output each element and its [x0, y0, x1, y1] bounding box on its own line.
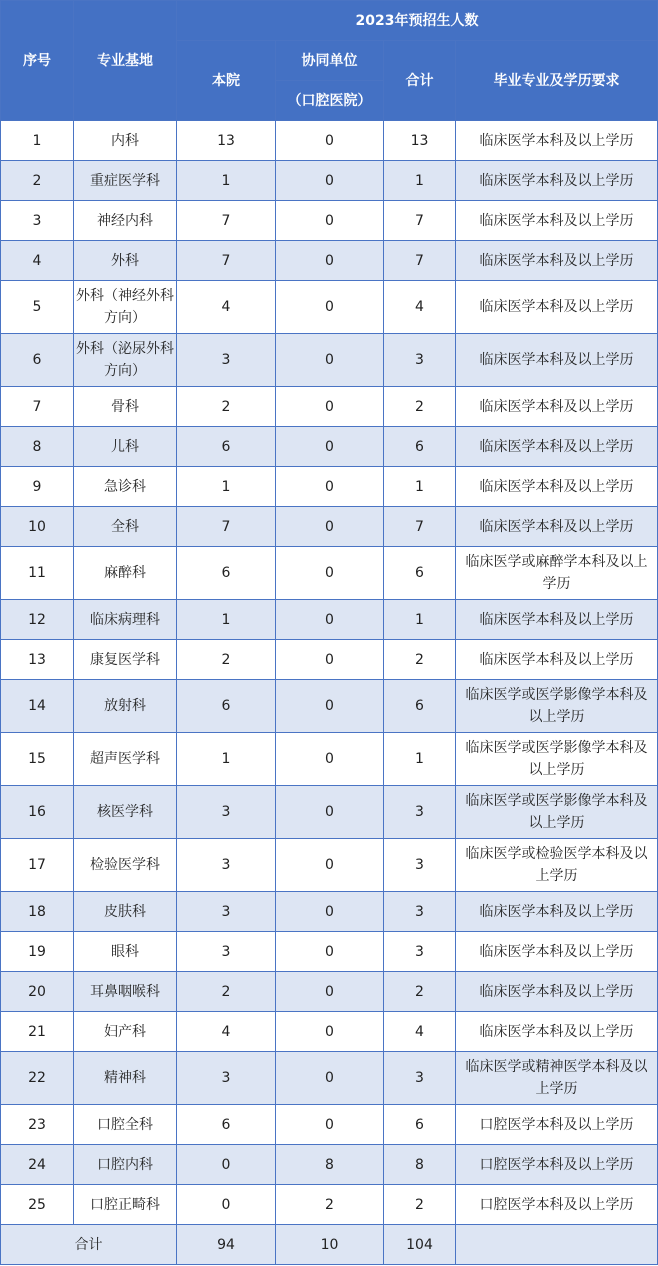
cell-index: 14 [1, 680, 74, 733]
cell-index: 22 [1, 1052, 74, 1105]
cell-base: 外科 [74, 241, 177, 281]
cell-total: 1 [384, 161, 456, 201]
cell-index: 21 [1, 1012, 74, 1052]
cell-own: 7 [177, 507, 276, 547]
cell-partner: 0 [276, 1012, 384, 1052]
cell-own: 6 [177, 547, 276, 600]
cell-own: 2 [177, 640, 276, 680]
cell-base: 外科（神经外科方向） [74, 281, 177, 334]
cell-requirement: 临床医学本科及以上学历 [456, 201, 658, 241]
cell-base: 外科（泌尿外科方向） [74, 334, 177, 387]
cell-partner: 0 [276, 1052, 384, 1105]
table-row [1, 507, 658, 547]
table-row [1, 121, 658, 161]
cell-partner: 0 [276, 600, 384, 640]
cell-own: 2 [177, 387, 276, 427]
cell-total: 3 [384, 1052, 456, 1105]
cell-partner: 0 [276, 786, 384, 839]
cell-partner: 0 [276, 680, 384, 733]
cell-requirement: 临床医学本科及以上学历 [456, 241, 658, 281]
table-body [1, 121, 658, 1225]
cell-index: 7 [1, 387, 74, 427]
cell-partner: 0 [276, 121, 384, 161]
table-row [1, 1012, 658, 1052]
cell-total: 3 [384, 839, 456, 892]
table-row [1, 467, 658, 507]
cell-partner: 0 [276, 161, 384, 201]
cell-base: 放射科 [74, 680, 177, 733]
table-row [1, 161, 658, 201]
header-group-title: 2023年预招生人数 [177, 1, 658, 41]
cell-index: 10 [1, 507, 74, 547]
cell-base: 急诊科 [74, 467, 177, 507]
cell-index: 5 [1, 281, 74, 334]
cell-total: 2 [384, 387, 456, 427]
cell-partner: 0 [276, 839, 384, 892]
cell-index: 6 [1, 334, 74, 387]
table-row [1, 427, 658, 467]
cell-requirement: 临床医学本科及以上学历 [456, 507, 658, 547]
table-row [1, 1145, 658, 1185]
cell-base: 口腔全科 [74, 1105, 177, 1145]
cell-own: 6 [177, 680, 276, 733]
cell-index: 8 [1, 427, 74, 467]
cell-partner: 2 [276, 1185, 384, 1225]
cell-requirement: 临床医学或医学影像学本科及以上学历 [456, 733, 658, 786]
cell-own: 4 [177, 1012, 276, 1052]
table-row [1, 201, 658, 241]
cell-index: 12 [1, 600, 74, 640]
cell-requirement: 临床医学或医学影像学本科及以上学历 [456, 786, 658, 839]
cell-base: 康复医学科 [74, 640, 177, 680]
cell-base: 重症医学科 [74, 161, 177, 201]
cell-total: 1 [384, 600, 456, 640]
cell-requirement: 临床医学本科及以上学历 [456, 600, 658, 640]
cell-base: 儿科 [74, 427, 177, 467]
cell-partner: 0 [276, 467, 384, 507]
table-row [1, 972, 658, 1012]
cell-index: 11 [1, 547, 74, 600]
cell-total: 2 [384, 1185, 456, 1225]
cell-partner: 0 [276, 892, 384, 932]
header-own: 本院 [177, 41, 276, 121]
cell-index: 9 [1, 467, 74, 507]
cell-own: 3 [177, 839, 276, 892]
header-partner-line2: （口腔医院） [276, 81, 384, 121]
header-total: 合计 [384, 41, 456, 121]
cell-requirement: 临床医学本科及以上学历 [456, 1012, 658, 1052]
cell-base: 核医学科 [74, 786, 177, 839]
table-row [1, 640, 658, 680]
cell-partner: 0 [276, 334, 384, 387]
cell-total: 1 [384, 733, 456, 786]
cell-index: 25 [1, 1185, 74, 1225]
cell-base: 口腔正畸科 [74, 1185, 177, 1225]
table-row [1, 334, 658, 387]
table-row [1, 281, 658, 334]
header-index: 序号 [1, 1, 74, 121]
cell-total: 4 [384, 1012, 456, 1052]
cell-base: 超声医学科 [74, 733, 177, 786]
cell-requirement: 临床医学本科及以上学历 [456, 281, 658, 334]
cell-own: 1 [177, 161, 276, 201]
cell-total: 6 [384, 1105, 456, 1145]
cell-total: 3 [384, 932, 456, 972]
cell-own: 1 [177, 600, 276, 640]
cell-total: 2 [384, 640, 456, 680]
cell-partner: 0 [276, 547, 384, 600]
header-requirement: 毕业专业及学历要求 [456, 41, 658, 121]
cell-base: 全科 [74, 507, 177, 547]
cell-partner: 0 [276, 387, 384, 427]
cell-own: 1 [177, 733, 276, 786]
cell-requirement: 临床医学本科及以上学历 [456, 427, 658, 467]
cell-requirement: 口腔医学本科及以上学历 [456, 1145, 658, 1185]
cell-index: 16 [1, 786, 74, 839]
cell-partner: 0 [276, 733, 384, 786]
cell-partner: 0 [276, 640, 384, 680]
table-row [1, 1105, 658, 1145]
cell-index: 3 [1, 201, 74, 241]
footer-own: 94 [177, 1225, 276, 1265]
cell-requirement: 口腔医学本科及以上学历 [456, 1185, 658, 1225]
cell-total: 3 [384, 892, 456, 932]
cell-total: 13 [384, 121, 456, 161]
cell-own: 3 [177, 786, 276, 839]
cell-own: 2 [177, 972, 276, 1012]
cell-partner: 0 [276, 507, 384, 547]
cell-partner: 0 [276, 241, 384, 281]
table-row [1, 1052, 658, 1105]
cell-base: 妇产科 [74, 1012, 177, 1052]
cell-requirement: 临床医学或精神医学本科及以上学历 [456, 1052, 658, 1105]
cell-partner: 0 [276, 972, 384, 1012]
cell-index: 19 [1, 932, 74, 972]
cell-own: 6 [177, 427, 276, 467]
footer-total: 104 [384, 1225, 456, 1265]
footer-label: 合计 [1, 1225, 177, 1265]
cell-own: 4 [177, 281, 276, 334]
cell-own: 7 [177, 201, 276, 241]
cell-base: 精神科 [74, 1052, 177, 1105]
cell-requirement: 临床医学本科及以上学历 [456, 121, 658, 161]
cell-base: 骨科 [74, 387, 177, 427]
header-partner-line1: 协同单位 [276, 41, 384, 81]
cell-requirement: 口腔医学本科及以上学历 [456, 1105, 658, 1145]
cell-partner: 0 [276, 201, 384, 241]
cell-requirement: 临床医学本科及以上学历 [456, 387, 658, 427]
cell-index: 17 [1, 839, 74, 892]
cell-total: 1 [384, 467, 456, 507]
cell-own: 0 [177, 1185, 276, 1225]
cell-requirement: 临床医学或麻醉学本科及以上学历 [456, 547, 658, 600]
cell-index: 2 [1, 161, 74, 201]
table-row [1, 547, 658, 600]
cell-own: 3 [177, 932, 276, 972]
cell-base: 眼科 [74, 932, 177, 972]
cell-total: 6 [384, 547, 456, 600]
table-row [1, 1185, 658, 1225]
table-row [1, 786, 658, 839]
cell-base: 神经内科 [74, 201, 177, 241]
cell-partner: 0 [276, 1105, 384, 1145]
cell-requirement: 临床医学本科及以上学历 [456, 334, 658, 387]
cell-index: 23 [1, 1105, 74, 1145]
table-row [1, 932, 658, 972]
footer-partner: 10 [276, 1225, 384, 1265]
cell-base: 临床病理科 [74, 600, 177, 640]
header-base: 专业基地 [74, 1, 177, 121]
cell-index: 20 [1, 972, 74, 1012]
cell-own: 6 [177, 1105, 276, 1145]
cell-requirement: 临床医学或检验医学本科及以上学历 [456, 839, 658, 892]
cell-base: 检验医学科 [74, 839, 177, 892]
cell-total: 7 [384, 241, 456, 281]
cell-own: 1 [177, 467, 276, 507]
cell-requirement: 临床医学或医学影像学本科及以上学历 [456, 680, 658, 733]
cell-partner: 0 [276, 281, 384, 334]
cell-index: 15 [1, 733, 74, 786]
table-row [1, 600, 658, 640]
cell-own: 3 [177, 334, 276, 387]
cell-index: 18 [1, 892, 74, 932]
cell-base: 内科 [74, 121, 177, 161]
footer-row [1, 1225, 658, 1265]
cell-total: 3 [384, 334, 456, 387]
table-row [1, 733, 658, 786]
cell-base: 口腔内科 [74, 1145, 177, 1185]
cell-total: 4 [384, 281, 456, 334]
cell-base: 麻醉科 [74, 547, 177, 600]
table-row [1, 680, 658, 733]
table-row [1, 839, 658, 892]
table-row [1, 241, 658, 281]
cell-base: 耳鼻咽喉科 [74, 972, 177, 1012]
table-row [1, 892, 658, 932]
cell-total: 6 [384, 680, 456, 733]
cell-requirement: 临床医学本科及以上学历 [456, 467, 658, 507]
cell-requirement: 临床医学本科及以上学历 [456, 932, 658, 972]
cell-own: 3 [177, 1052, 276, 1105]
cell-requirement: 临床医学本科及以上学历 [456, 161, 658, 201]
cell-own: 3 [177, 892, 276, 932]
cell-total: 2 [384, 972, 456, 1012]
cell-partner: 8 [276, 1145, 384, 1185]
footer-requirement [456, 1225, 658, 1265]
cell-index: 24 [1, 1145, 74, 1185]
cell-total: 6 [384, 427, 456, 467]
cell-requirement: 临床医学本科及以上学历 [456, 640, 658, 680]
cell-total: 8 [384, 1145, 456, 1185]
cell-requirement: 临床医学本科及以上学历 [456, 972, 658, 1012]
cell-total: 7 [384, 201, 456, 241]
cell-partner: 0 [276, 932, 384, 972]
cell-requirement: 临床医学本科及以上学历 [456, 892, 658, 932]
cell-index: 4 [1, 241, 74, 281]
cell-total: 3 [384, 786, 456, 839]
cell-total: 7 [384, 507, 456, 547]
cell-index: 13 [1, 640, 74, 680]
cell-own: 13 [177, 121, 276, 161]
cell-base: 皮肤科 [74, 892, 177, 932]
cell-index: 1 [1, 121, 74, 161]
table-row [1, 387, 658, 427]
cell-own: 7 [177, 241, 276, 281]
cell-partner: 0 [276, 427, 384, 467]
cell-own: 0 [177, 1145, 276, 1185]
